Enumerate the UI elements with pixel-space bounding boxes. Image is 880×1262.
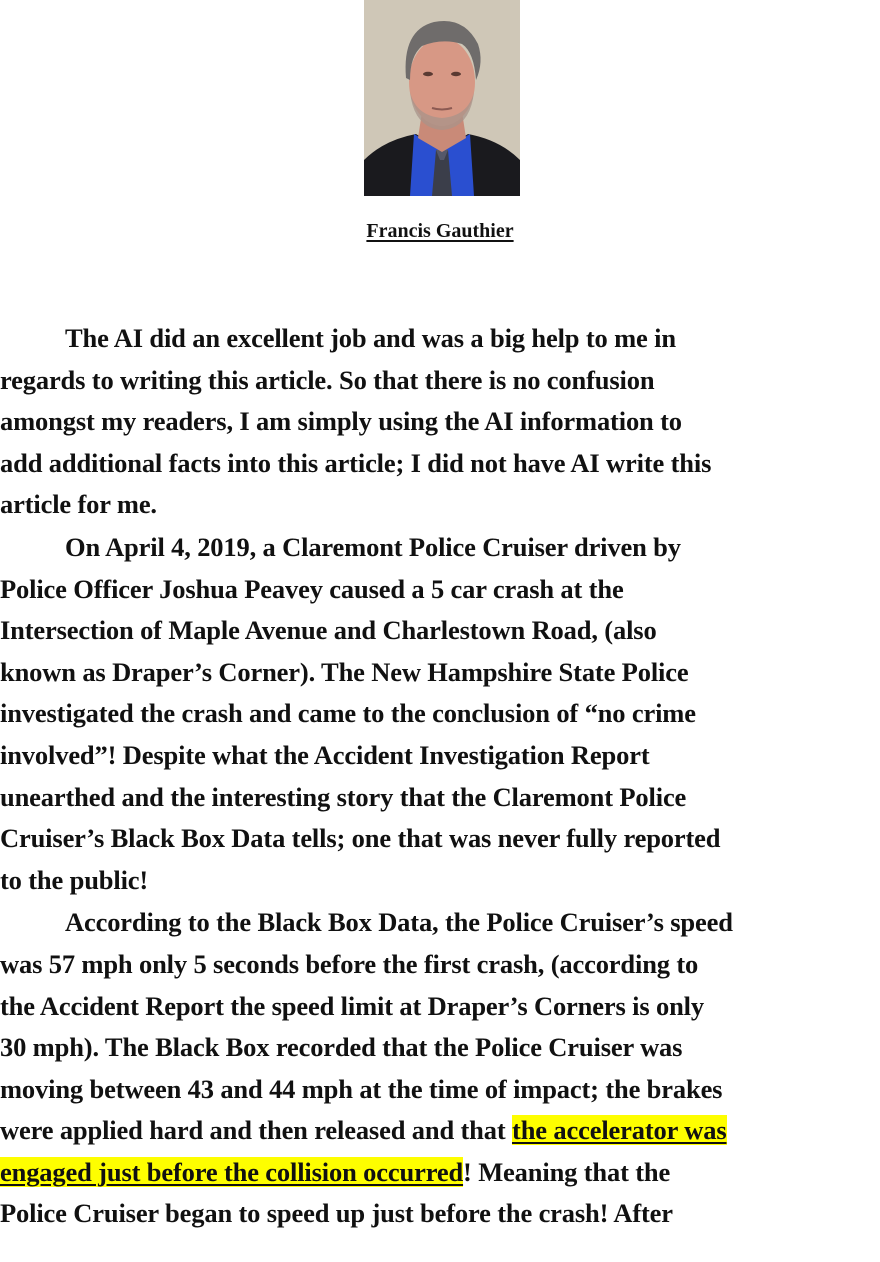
author-name: Francis Gauthier [366, 220, 514, 242]
paragraph-line-highlighted [0, 1110, 727, 1152]
paragraph-line: article for me. [0, 489, 157, 520]
paragraph-line-highlighted [0, 1152, 670, 1194]
article-body [0, 318, 880, 1235]
paragraph-line: to the public! [0, 864, 149, 895]
author-photo [364, 0, 520, 196]
highlighted-text: engaged just before the collision occurred [0, 1156, 464, 1187]
paragraph-black-box-data [0, 902, 880, 1235]
paragraph-line: Cruiser’s Black Box Data tells; one that was never fully reported [0, 823, 721, 854]
paragraph-line: was 57 mph only 5 seconds before the first crash, (according to [0, 948, 699, 979]
author-caption [0, 218, 880, 244]
highlighted-text: the accelerator was [512, 1115, 727, 1146]
paragraph-line: known as Draper’s Corner). The New Hampshire State Police [0, 656, 689, 687]
paragraph-line: amongst my readers, I am simply using the AI information to [0, 406, 682, 437]
plain-text: were applied hard and then released and that [0, 1115, 513, 1146]
paragraph-line: On April 4, 2019, a Claremont Police Cruiser driven by [65, 531, 681, 562]
paragraph-line: investigated the crash and came to the conclusion of “no crime [0, 698, 696, 729]
paragraph-line: Police Officer Joshua Peavey caused a 5 car crash at the [0, 573, 624, 604]
plain-text: ! Meaning that the [463, 1156, 671, 1187]
paragraph-line: The AI did an excellent job and was a big help to me in [65, 323, 676, 353]
paragraph-line: moving between 43 and 44 mph at the time of impact; the brakes [0, 1073, 723, 1104]
paragraph-crash-summary [0, 527, 880, 901]
paragraph-line: Intersection of Maple Avenue and Charlestown Road, (also [0, 615, 657, 646]
paragraph-line: regards to writing this article. So that there is no confusion [0, 364, 655, 395]
paragraph-line: add additional facts into this article; I did not have AI write this [0, 447, 712, 478]
paragraph-line: According to the Black Box Data, the Police Cruiser’s speed [65, 907, 733, 938]
paragraph-line: 30 mph). The Black Box recorded that the Police Cruiser was [0, 1032, 683, 1063]
paragraph-line: involved”! Despite what the Accident Investigation Report [0, 739, 650, 770]
paragraph-line: Police Cruiser began to speed up just before the crash! After [0, 1198, 673, 1229]
paragraph-ai-disclaimer [0, 318, 880, 526]
paragraph-line: the Accident Report the speed limit at Draper’s Corners is only [0, 990, 704, 1021]
paragraph-line: unearthed and the interesting story that the Claremont Police [0, 781, 687, 812]
portrait-image [364, 0, 520, 196]
